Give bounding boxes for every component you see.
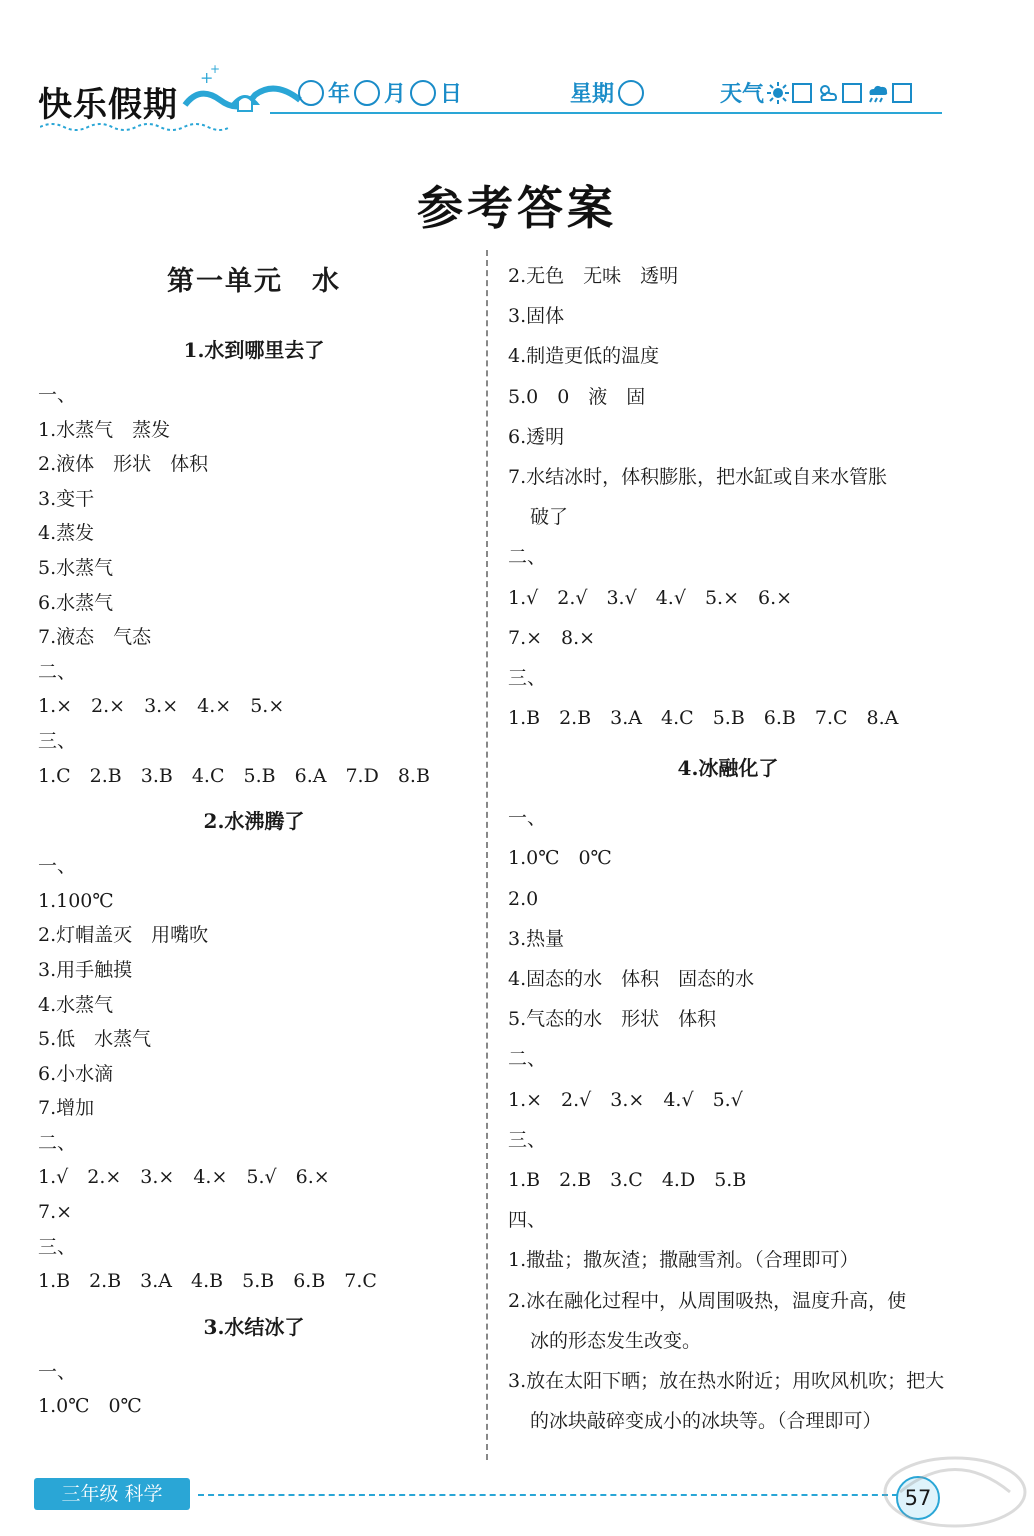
header-rule [270, 112, 942, 114]
answer-line: 一、 [508, 807, 547, 830]
answer-line: 四、 [508, 1209, 547, 1232]
svg-text:+: + [200, 68, 214, 87]
answer-line: 破了 [530, 506, 569, 529]
lesson-title: 3.水结冰了 [203, 1314, 305, 1339]
answer-line: 7.增加 [38, 1097, 95, 1120]
left-column [38, 256, 470, 1424]
answer-line: 7.水结冰时，体积膨胀，把水缸或自来水管胀 [508, 465, 888, 488]
column-divider [486, 250, 488, 1460]
answer-line: 4.制造更低的温度 [508, 345, 660, 368]
page-header [30, 55, 940, 125]
answer-line: 3.变干 [38, 487, 95, 510]
sun-icon [766, 81, 790, 105]
weather-field [720, 77, 914, 108]
answer-line: 三、 [38, 729, 77, 752]
answer-line: 二、 [508, 546, 547, 569]
answer-line: 4.固态的水 体积 固态的水 [508, 968, 755, 990]
unit-title: 第一单元 水 [167, 266, 341, 297]
right-column [508, 256, 948, 1441]
rain-checkbox [892, 83, 912, 103]
answer-line: 三、 [38, 1235, 77, 1258]
answer-line: 三、 [508, 1128, 547, 1151]
answer-line: 5.低 水蒸气 [38, 1028, 152, 1051]
answer-line: 1.× 2.× 3.× 4.× 5.× [38, 695, 285, 718]
answer-line: 6.水蒸气 [38, 591, 114, 614]
answer-line: 1.× 2.√ 3.× 4.√ 5.√ [508, 1088, 743, 1111]
answer-line: 7.× [38, 1201, 73, 1224]
answer-line: 5.水蒸气 [38, 556, 114, 579]
page-title: 参考答案 [417, 181, 617, 235]
lesson-title: 4.冰融化了 [677, 756, 779, 781]
answer-line: 冰的形态发生改变。 [530, 1329, 702, 1352]
answer-line: 7.液态 气态 [38, 626, 152, 649]
answer-line: 7.× 8.× [508, 626, 596, 649]
answer-line: 1.B 2.B 3.C 4.D 5.B [508, 1168, 747, 1191]
lesson-title: 2.水沸腾了 [203, 809, 305, 834]
footer-rule [198, 1494, 898, 1496]
answer-line: 3.放在太阳下晒；放在热水附近；用吹风机吹；把大 [508, 1369, 945, 1392]
week-label: 星期 [570, 82, 615, 107]
answer-line: 4.水蒸气 [38, 993, 114, 1016]
answer-line: 三、 [508, 666, 547, 689]
answer-line: 3.热量 [508, 927, 565, 950]
answer-line: 3.固体 [508, 305, 565, 328]
answer-line: 5.气态的水 形状 体积 [508, 1008, 717, 1031]
answer-line: 6.小水滴 [38, 1062, 114, 1085]
answer-line: 二、 [38, 660, 77, 683]
answer-line: 2.液体 形状 体积 [38, 453, 209, 476]
answer-line: 1.√ 2.× 3.× 4.× 5.√ 6.× [38, 1166, 330, 1189]
answer-line: 2.冰在融化过程中，从周围吸热，温度升高，使 [508, 1289, 907, 1312]
answer-line: 1.√ 2.√ 3.√ 4.√ 5.× 6.× [508, 586, 793, 609]
answer-line: 6.透明 [508, 425, 565, 448]
year-circle [298, 80, 324, 106]
week-circle [618, 80, 644, 106]
page-number: 57 [896, 1476, 940, 1520]
month-circle [354, 80, 380, 106]
lesson-title: 1.水到哪里去了 [183, 338, 325, 362]
watermark-logo-icon [880, 1452, 1030, 1534]
answer-line: 1.0℃ 0℃ [508, 847, 612, 870]
day-label: 日 [440, 82, 463, 107]
rain-cloud-icon [866, 81, 890, 105]
answer-line: 5.0 0 液 固 [508, 385, 646, 408]
answer-line: 一、 [38, 384, 77, 406]
sun-checkbox [792, 83, 812, 103]
answer-line: 2.0 [508, 887, 539, 910]
answer-line: 2.无色 无味 透明 [508, 265, 679, 287]
month-label: 月 [384, 82, 407, 107]
answer-line: 二、 [38, 1131, 77, 1154]
svg-text:+: + [210, 65, 221, 76]
date-fields [298, 77, 462, 108]
answer-line: 一、 [38, 855, 77, 878]
answer-line: 1.0℃ 0℃ [38, 1395, 142, 1418]
year-label: 年 [328, 82, 351, 107]
answer-line: 一、 [38, 1360, 77, 1383]
week-field [570, 77, 644, 108]
answer-line: 1.100℃ [38, 889, 114, 912]
logo-text: 快乐假期 [38, 85, 178, 125]
answer-line: 1.B 2.B 3.A 4.B 5.B 6.B 7.C [38, 1270, 377, 1293]
weather-label: 天气 [720, 82, 765, 107]
partly-cloudy-checkbox [842, 83, 862, 103]
answer-line: 2.灯帽盖灭 用嘴吹 [38, 924, 209, 947]
answer-line: 二、 [508, 1048, 547, 1071]
answer-line: 1.水蒸气 蒸发 [38, 418, 171, 441]
answer-line: 1.C 2.B 3.B 4.C 5.B 6.A 7.D 8.B [38, 764, 430, 787]
answer-line: 3.用手触摸 [38, 958, 133, 981]
dotted-wave-decoration [40, 121, 230, 133]
partly-cloudy-icon [816, 81, 840, 105]
answer-line: 1.撒盐；撒灰渣；撒融雪剂。（合理即可） [508, 1249, 859, 1272]
answer-line: 4.蒸发 [38, 522, 95, 545]
answer-line: 的冰块敲碎变成小的冰块等。（合理即可） [530, 1410, 882, 1433]
answer-line: 1.B 2.B 3.A 4.C 5.B 6.B 7.C 8.A [508, 707, 899, 730]
grade-subject-tag: 三年级 科学 [34, 1478, 190, 1510]
day-circle [410, 80, 436, 106]
